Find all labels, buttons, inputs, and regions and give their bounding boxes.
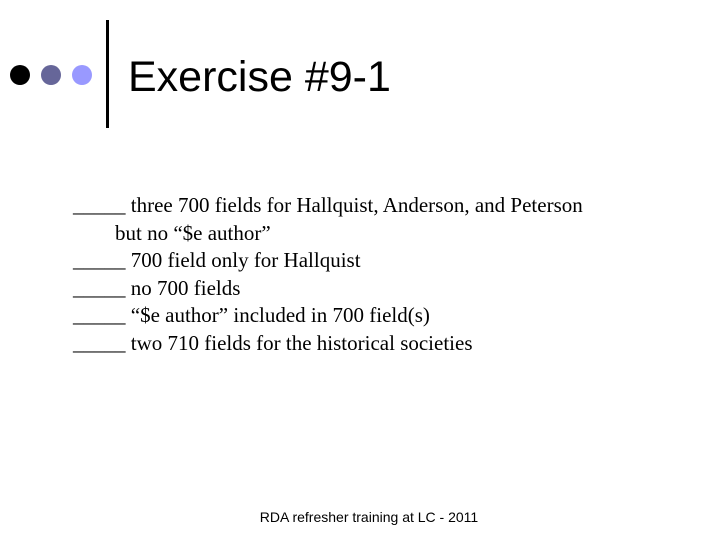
- exercise-line: _____ two 710 fields for the historical societies: [73, 330, 473, 355]
- slide-title: Exercise #9-1: [128, 53, 391, 101]
- exercise-line: _____ “$e author” included in 700 field(s): [73, 303, 430, 327]
- exercise-line: but no “$e author”: [73, 220, 271, 245]
- bullet-dot-1: [10, 65, 30, 85]
- exercise-line: _____ 700 field only for Hallquist: [73, 248, 361, 272]
- title-divider: [106, 20, 109, 128]
- slide-footer: RDA refresher training at LC - 2011: [259, 509, 479, 525]
- bullet-dot-3: [72, 65, 92, 85]
- exercise-line: _____ no 700 fields: [73, 275, 241, 300]
- bullet-dot-2: [41, 65, 61, 85]
- exercise-line: _____ three 700 fields for Hallquist, Anderson, and Peterson: [73, 193, 583, 217]
- exercise-list: [73, 192, 583, 357]
